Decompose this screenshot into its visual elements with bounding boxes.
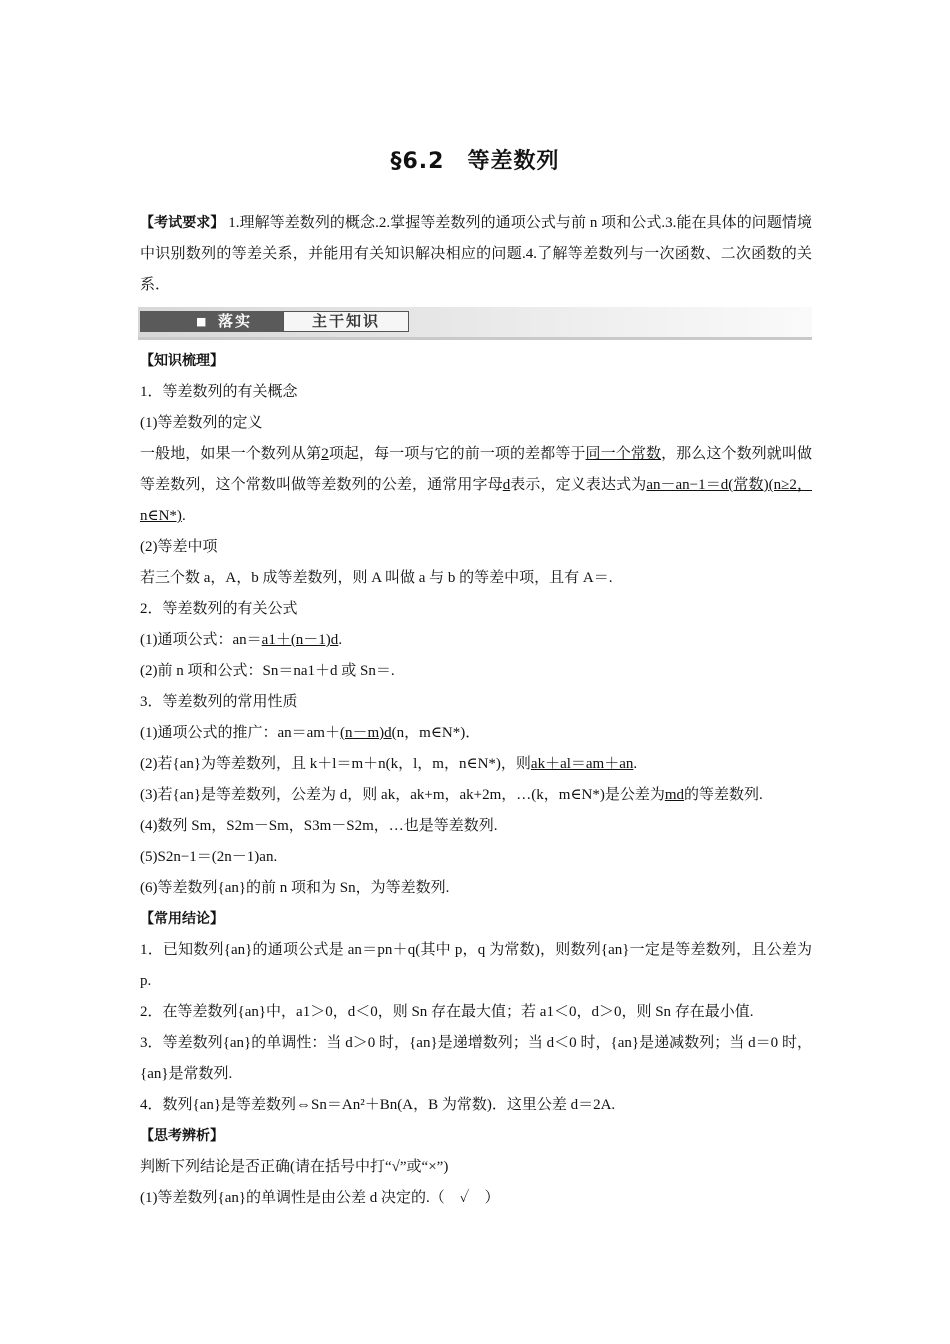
property-1-end: (n，m∈N*)．: [391, 725, 481, 741]
exam-requirements: [140, 208, 812, 301]
def-text-a: 一般地，如果一个数列从第: [140, 446, 322, 462]
conclusion-3: 3．等差数列{an}的单调性：当 d＞0 时，{an}是递增数列；当 d＜0 时，{an}是递减数列；当 d＝0 时，{an}是常数列.: [140, 1035, 812, 1082]
formula-general-term: [140, 625, 812, 656]
square-bullet-icon: ■: [196, 315, 207, 328]
def-text-i: .: [181, 508, 186, 524]
thinking-question-1: (1)等差数列{an}的单调性是由公差 d 决定的.（ ✓ ）: [140, 1190, 500, 1206]
formula-1-answer: a1＋(n－1)d: [261, 632, 339, 648]
def-text-c: 项起，每一项与它的前一项的差都等于: [328, 446, 586, 462]
requirements-text: 1.理解等差数列的概念.2.掌握等差数列的通项公式与前 n 项和公式.3.能在具体的问题情境中识别数列的等差关系，并能用有关知识解决相应的问题.4.了解等差数列与一次函数、二次函数的关系．: [140, 215, 813, 293]
conclusion-2: 2．在等差数列{an}中，a1＞0，d＜0，则 Sn 存在最大值；若 a1＜0，d＞0，则 Sn 存在最小值.: [140, 1004, 754, 1020]
middle-term-text: 若三个数 a，A，b 成等差数列，则 A 叫做 a 与 b 的等差中项，且有 A＝.: [140, 570, 613, 586]
section-2-title: 2．等差数列的有关公式: [140, 601, 298, 617]
formula-sum: (2)前 n 项和公式：Sn＝na1＋d 或 Sn＝.: [140, 663, 395, 679]
def-answer-d: d: [502, 477, 511, 493]
property-1: [140, 718, 812, 749]
conclusion-1: 1．已知数列{an}的通项公式是 an＝pn＋q(其中 p，q 为常数)，则数列{an}一定是等差数列，且公差为 p.: [140, 942, 812, 989]
property-4: (4)数列 Sm，S2m－Sm，S3m－S2m，…也是等差数列.: [140, 818, 498, 834]
section-1-2-title: (2)等差中项: [140, 539, 218, 555]
property-2-text: (2)若{an}为等差数列，且 k＋l＝m＋n(k，l，m，n∈N*)，则: [140, 756, 531, 772]
banner-right-label: 主干知识: [283, 311, 409, 332]
requirements-label: 【考试要求】: [140, 215, 225, 231]
def-answer-constant: 同一个常数: [585, 446, 662, 462]
document-body: [140, 208, 812, 1214]
thinking-heading: 【思考辨析】: [140, 1128, 224, 1144]
property-5: (5)S2n−1＝(2n－1)an.: [140, 849, 278, 865]
property-3-answer: md: [664, 787, 685, 803]
definition-paragraph: [140, 439, 812, 532]
property-3-end: 的等差数列.: [684, 787, 763, 803]
formula-1-text: (1)通项公式：an＝: [140, 632, 262, 648]
def-answer-formula: an－an−1＝d(常数)(n≥2，n∈N*): [140, 477, 812, 524]
def-text-e: ，那么这个数列就叫做等差数列，这个常数叫做等差数列的公差，通常用字母: [140, 446, 812, 493]
property-1-text: (1)通项公式的推广：an＝am＋: [140, 725, 340, 741]
section-banner: [138, 307, 812, 340]
property-3-text: (3)若{an}是等差数列，公差为 d，则 ak，ak+m，ak+2m，…(k，m∈N*)是公差为: [140, 787, 665, 803]
thinking-intro: 判断下列结论是否正确(请在括号中打“√”或“×”): [140, 1159, 449, 1175]
section-1-1-title: (1)等差数列的定义: [140, 415, 263, 431]
banner-dark-tab: [140, 311, 283, 332]
property-1-answer: (n－m)d: [339, 725, 392, 741]
page-title: §6.2 等差数列: [390, 149, 560, 174]
conclusion-4: 4．数列{an}是等差数列⇔Sn＝An²＋Bn(A，B 为常数)．这里公差 d＝2A.: [140, 1097, 616, 1113]
property-2-answer: ak＋al＝am＋an: [530, 756, 634, 772]
def-text-g: 表示，定义表达式为: [510, 477, 647, 493]
def-answer-2: 2: [321, 446, 329, 462]
formula-1-end: .: [338, 632, 343, 648]
property-2-end: .: [633, 756, 638, 772]
knowledge-heading: 【知识梳理】: [140, 353, 224, 369]
property-3: [140, 780, 812, 811]
conclusions-heading: 【常用结论】: [140, 911, 224, 927]
property-2: [140, 749, 812, 780]
property-6: (6)等差数列{an}的前 n 项和为 Sn，为等差数列.: [140, 880, 450, 896]
section-1-title: 1．等差数列的有关概念: [140, 384, 298, 400]
section-3-title: 3．等差数列的常用性质: [140, 694, 298, 710]
banner-left-label: 落实: [218, 312, 253, 330]
